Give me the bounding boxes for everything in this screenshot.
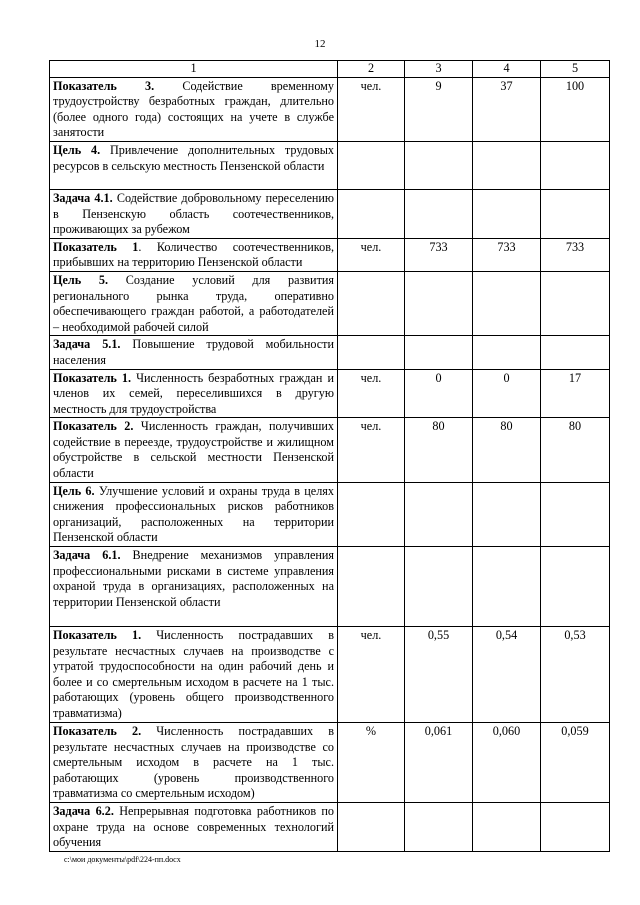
row-text: Численность безработных граждан и членов их семей, переселившихся в другую местность для трудоустройства <box>53 370 334 416</box>
row-text: Внедрение механизмов управления профессиональными рисками в системе управления охраной труда в организациях, расположенных на территории Пензенской области <box>53 548 335 609</box>
table-row <box>50 77 610 141</box>
table-row <box>50 547 610 627</box>
value-cell: 80 <box>405 418 473 482</box>
row-label: Показатель 2. <box>53 419 134 434</box>
value-cell: 80 <box>473 418 541 482</box>
value-cell: 0,060 <box>473 723 541 803</box>
row-description <box>50 547 338 627</box>
row-text: Численность пострадавших в результате несчастных случаев на производстве с утратой трудоспособности на один рабочий день и более и со смертельным исходом в расчете на 1 тыс. работающих (уровень общего производственного травматизма) <box>53 628 334 720</box>
table-row <box>50 482 610 546</box>
value-cell <box>541 482 610 546</box>
value-cell: 0,059 <box>541 723 610 803</box>
row-label: Показатель 1 <box>53 239 139 254</box>
table-row <box>50 627 610 723</box>
row-description <box>50 723 338 803</box>
row-label: Задача 6.1. <box>53 548 121 563</box>
value-cell: 0,55 <box>405 627 473 723</box>
row-description <box>50 141 338 189</box>
row-description <box>50 238 338 271</box>
table-row <box>50 369 610 418</box>
unit-cell: % <box>338 723 405 803</box>
table-row <box>50 336 610 369</box>
column-header: 3 <box>405 61 473 78</box>
unit-cell <box>338 482 405 546</box>
row-text: Создание условий для развития регионального рынка труда, оперативно обеспечивающего граждан работой, а работодателей – необходимой рабочей силой <box>53 272 335 334</box>
value-cell <box>405 547 473 627</box>
column-header: 5 <box>541 61 610 78</box>
value-cell <box>473 271 541 335</box>
column-number-row <box>50 61 610 78</box>
value-cell: 0,53 <box>541 627 610 723</box>
row-text: Улучшение условий и охраны труда в целях снижения профессиональных рисков работников организаций, расположенных на территории Пензенской области <box>53 483 335 545</box>
value-cell <box>541 141 610 189</box>
row-label: Задача 4.1. <box>53 190 113 205</box>
unit-cell: чел. <box>338 369 405 418</box>
row-description <box>50 627 338 723</box>
value-cell <box>541 271 610 335</box>
unit-cell <box>338 803 405 852</box>
table-row <box>50 271 610 335</box>
table-row <box>50 189 610 238</box>
row-text: Содействие временному трудоустройству безработных граждан, длительно (более одного года) состоящих на учете в службе занятости <box>53 78 334 140</box>
row-label: Цель 4. <box>53 142 101 157</box>
value-cell: 0,54 <box>473 627 541 723</box>
unit-cell <box>338 547 405 627</box>
table-row <box>50 238 610 271</box>
row-description <box>50 271 338 335</box>
row-label: Показатель 3. <box>53 78 155 93</box>
value-cell <box>541 547 610 627</box>
row-label: Цель 6. <box>53 483 95 498</box>
row-label: Показатель 1. <box>53 628 142 643</box>
column-header: 4 <box>473 61 541 78</box>
column-header: 2 <box>338 61 405 78</box>
row-label: Задача 6.2. <box>53 804 114 819</box>
value-cell: 9 <box>405 77 473 141</box>
table-row <box>50 418 610 482</box>
row-text: . Количество соотечественников, прибывших на территорию Пензенской области <box>53 239 335 270</box>
value-cell <box>473 141 541 189</box>
unit-cell <box>338 336 405 369</box>
row-text: Непрерывная подготовка работников по охране труда на основе современных технологий обучения <box>53 804 335 850</box>
value-cell: 733 <box>405 238 473 271</box>
value-cell <box>473 336 541 369</box>
value-cell <box>473 547 541 627</box>
row-description <box>50 189 338 238</box>
row-text: Содействие добровольному переселению в Пензенскую область соотечественников, проживающих за рубежом <box>53 190 334 237</box>
row-description <box>50 77 338 141</box>
value-cell <box>405 189 473 238</box>
value-cell <box>541 189 610 238</box>
unit-cell: чел. <box>338 418 405 482</box>
value-cell <box>405 482 473 546</box>
value-cell <box>541 803 610 852</box>
row-label: Задача 5.1. <box>53 337 121 352</box>
row-text: Повышение трудовой мобильности населения <box>53 337 335 367</box>
value-cell <box>541 336 610 369</box>
unit-cell: чел. <box>338 77 405 141</box>
row-description <box>50 369 338 418</box>
unit-cell <box>338 189 405 238</box>
value-cell: 80 <box>541 418 610 482</box>
row-label: Показатель 1. <box>53 370 132 385</box>
row-description <box>50 482 338 546</box>
table-row <box>50 141 610 189</box>
column-header: 1 <box>50 61 338 78</box>
value-cell <box>473 803 541 852</box>
value-cell <box>473 189 541 238</box>
unit-cell: чел. <box>338 238 405 271</box>
value-cell <box>405 271 473 335</box>
indicators-table <box>49 60 610 852</box>
value-cell: 100 <box>541 77 610 141</box>
footer-file-path: c:\мои документы\pdf\224-пп.docx <box>64 855 181 864</box>
table-row <box>50 803 610 852</box>
value-cell: 733 <box>473 238 541 271</box>
value-cell <box>405 336 473 369</box>
value-cell <box>473 482 541 546</box>
row-text: Численность граждан, получивших содействие в переезде, трудоустройстве и жилищном обустройстве в сельской местности Пензенской области <box>53 419 335 481</box>
unit-cell <box>338 141 405 189</box>
row-description <box>50 418 338 482</box>
value-cell: 0,061 <box>405 723 473 803</box>
value-cell: 733 <box>541 238 610 271</box>
value-cell: 37 <box>473 77 541 141</box>
unit-cell <box>338 271 405 335</box>
table-row <box>50 723 610 803</box>
unit-cell: чел. <box>338 627 405 723</box>
row-text: Численность пострадавших в результате несчастных случаев на производстве со смертельным исходом в расчете на 1 тыс. работающих (уровень производственного травматизма со смертельным исходом) <box>53 724 334 801</box>
row-description <box>50 803 338 852</box>
value-cell <box>405 803 473 852</box>
value-cell: 17 <box>541 369 610 418</box>
value-cell <box>405 141 473 189</box>
value-cell: 0 <box>473 369 541 418</box>
row-label: Цель 5. <box>53 272 108 287</box>
page-number: 12 <box>314 38 326 50</box>
row-text: Привлечение дополнительных трудовых ресурсов в сельскую местность Пензенской области <box>53 142 334 173</box>
value-cell: 0 <box>405 369 473 418</box>
row-label: Показатель 2. <box>53 724 142 739</box>
row-description <box>50 336 338 369</box>
